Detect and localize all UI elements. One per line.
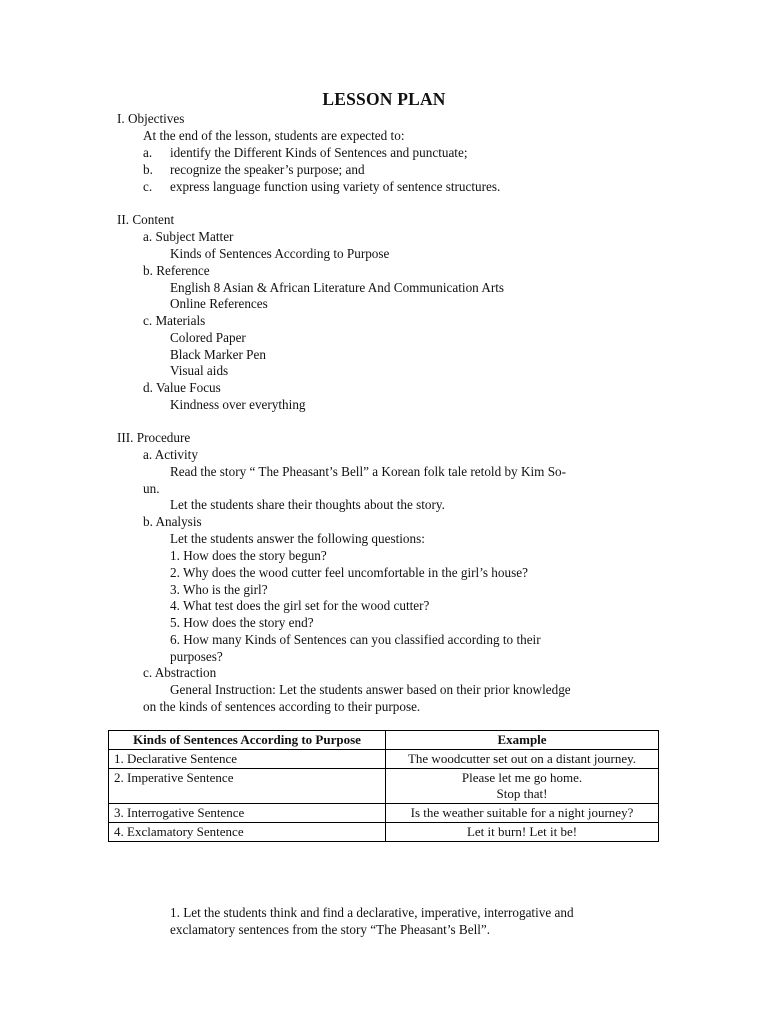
abstraction-instruction: General Instruction: Let the students answer based on their prior knowledge (170, 682, 571, 697)
procedure-heading: III. Procedure (117, 430, 191, 445)
table-header-example: Example (386, 731, 659, 750)
objective-text: express language function using variety of sentence structures. (170, 179, 501, 194)
page-title: LESSON PLAN (322, 89, 446, 109)
material-item: Colored Paper (170, 330, 246, 345)
material-item: Visual aids (170, 363, 229, 378)
table-cell-kind: 1. Declarative Sentence (109, 750, 386, 769)
reference-item: Online References (170, 296, 268, 311)
content-heading: II. Content (117, 212, 175, 227)
followup-instruction: 1. Let the students think and find a declarative, imperative, interrogative and (170, 905, 574, 920)
objectives-heading: I. Objectives (117, 111, 185, 126)
example-line: Stop that! (496, 786, 548, 801)
value-focus: Kindness over everything (170, 397, 306, 412)
material-item: Black Marker Pen (170, 347, 266, 362)
abstraction-instruction-wrap: on the kinds of sentences according to their purpose. (143, 699, 421, 714)
analysis-question: 2. Why does the wood cutter feel uncomfortable in the girl’s house? (170, 565, 528, 580)
table-cell-example: Is the weather suitable for a night journey? (386, 804, 659, 823)
activity-text-wrap: un. (143, 481, 160, 496)
analysis-label: b. Analysis (143, 514, 202, 529)
table-row (109, 769, 659, 804)
table-cell-example: The woodcutter set out on a distant journey. (386, 750, 659, 769)
example-line: Please let me go home. (461, 770, 583, 785)
table-row (109, 750, 659, 769)
analysis-question: 5. How does the story end? (170, 615, 314, 630)
objective-marker: b. (143, 162, 153, 177)
value-focus-label: d. Value Focus (143, 380, 221, 395)
table-header-kind: Kinds of Sentences According to Purpose (109, 731, 386, 750)
activity-text: Read the story “ The Pheasant’s Bell” a Korean folk tale retold by Kim So- (170, 464, 567, 479)
table-cell-kind: 4. Exclamatory Sentence (109, 823, 386, 842)
analysis-question: 4. What test does the girl set for the wood cutter? (170, 598, 430, 613)
objective-marker: c. (143, 179, 153, 194)
materials-label: c. Materials (143, 313, 206, 328)
analysis-question: 6. How many Kinds of Sentences can you classified according to their (170, 632, 541, 647)
table-cell-kind: 2. Imperative Sentence (109, 769, 386, 804)
objective-marker: a. (143, 145, 153, 160)
analysis-question: 3. Who is the girl? (170, 582, 268, 597)
objective-text: recognize the speaker’s purpose; and (170, 162, 365, 177)
analysis-question: 1. How does the story begun? (170, 548, 327, 563)
subject-matter-label: a. Subject Matter (143, 229, 234, 244)
activity-share: Let the students share their thoughts about the story. (170, 497, 445, 512)
table-header-row (109, 731, 659, 750)
followup-instruction-wrap: exclamatory sentences from the story “The Pheasant’s Bell”. (170, 922, 491, 937)
table-row (109, 823, 659, 842)
analysis-question-wrap: purposes? (170, 649, 223, 664)
objective-text: identify the Different Kinds of Sentences and punctuate; (170, 145, 468, 160)
reference-label: b. Reference (143, 263, 210, 278)
table-cell-kind: 3. Interrogative Sentence (109, 804, 386, 823)
table-row (109, 804, 659, 823)
sentence-kinds-table (108, 730, 659, 842)
activity-label: a. Activity (143, 447, 198, 462)
table-cell-example: Let it burn! Let it be! (386, 823, 659, 842)
subject-matter: Kinds of Sentences According to Purpose (170, 246, 390, 261)
abstraction-label: c. Abstraction (143, 665, 217, 680)
objectives-intro: At the end of the lesson, students are expected to: (143, 128, 405, 143)
reference-item: English 8 Asian & African Literature And Communication Arts (170, 280, 505, 295)
table-cell-example (386, 769, 659, 804)
analysis-intro: Let the students answer the following questions: (170, 531, 425, 546)
